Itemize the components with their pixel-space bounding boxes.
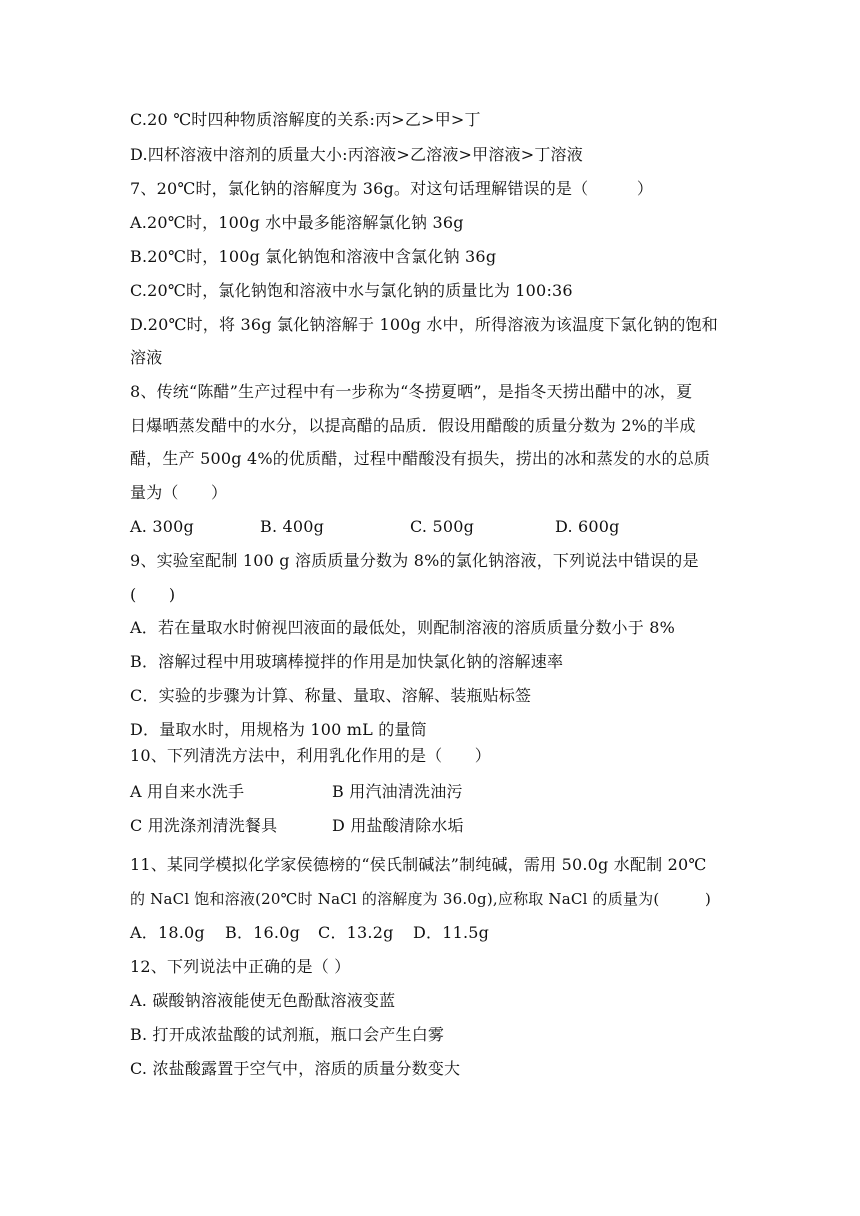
q7-option-a: A.20℃时，100g 水中最多能溶解氯化钠 36g [130, 213, 464, 232]
q8-stem-line3: 醋，生产 500g 4%的优质醋，过程中醋酸没有损失，捞出的冰和蒸发的水的总质 [130, 449, 711, 468]
q12-option-c: C. 浓盐酸露置于空气中，溶质的质量分数变大 [130, 1059, 461, 1078]
q10-option-c: C 用洗涤剂清洗餐具 [130, 816, 278, 835]
q12-option-b: B. 打开成浓盐酸的试剂瓶，瓶口会产生白雾 [130, 1025, 445, 1044]
q12-stem: 12、下列说法中正确的是（ ） [130, 957, 351, 976]
q7-option-c: C.20℃时，氯化钠饱和溶液中水与氯化钠的质量比为 100:36 [130, 281, 573, 300]
q8-options [130, 517, 730, 537]
q8-option-c: C. 500g [410, 517, 475, 536]
q10-stem: 10、下列清洗方法中，利用乳化作用的是（ ） [130, 746, 491, 765]
q8-option-d: D. 600g [555, 517, 620, 536]
q11-options [130, 923, 730, 943]
q9-stem-line1: 9、实验室配制 100 g 溶质质量分数为 8%的氯化钠溶液，下列说法中错误的是 [130, 551, 699, 570]
q8-option-a: A. 300g [130, 517, 194, 536]
q10-option-b: B 用汽油清洗油污 [332, 782, 463, 801]
q10-options-row1 [130, 782, 730, 802]
q9-option-c: C．实验的步骤为计算、称量、量取、溶解、装瓶贴标签 [130, 686, 532, 705]
q11-option-a: A．18.0g [130, 923, 205, 942]
q9-stem-line2: ( ) [130, 585, 176, 604]
q8-stem-line4: 量为（ ） [130, 483, 228, 502]
q11-stem-line2: 的 NaCl 饱和溶液(20℃时 NaCl 的溶解度为 36.0g),应称取 NaCl 的质量为( ) [130, 890, 712, 908]
q10-option-d: D 用盐酸清除水垢 [332, 816, 464, 835]
q9-option-a: A．若在量取水时俯视凹液面的最低处，则配制溶液的溶质质量分数小于 8% [130, 618, 676, 637]
q7-option-d-line2: 溶液 [130, 348, 163, 367]
q12-option-a: A. 碳酸钠溶液能使无色酚酞溶液变蓝 [130, 991, 396, 1010]
q9-option-d: D．量取水时，用规格为 100 mL 的量筒 [130, 720, 427, 739]
q11-option-d: D．11.5g [413, 923, 490, 942]
q11-stem-line1: 11、某同学模拟化学家侯德榜的“侯氏制碱法”制纯碱，需用 50.0g 水配制 20℃ [130, 855, 707, 874]
q11-option-b: B．16.0g [225, 923, 301, 942]
q9-option-b: B．溶解过程中用玻璃棒搅拌的作用是加快氯化钠的溶解速率 [130, 652, 564, 671]
q8-stem-line2: 日爆晒蒸发醋中的水分，以提高醋的品质．假设用醋酸的质量分数为 2%的半成 [130, 416, 696, 435]
q7-option-d-line1: D.20℃时，将 36g 氯化钠溶解于 100g 水中，所得溶液为该温度下氯化钠的饱和 [130, 315, 718, 334]
q6-option-d: D.四杯溶液中溶剂的质量大小:丙溶液>乙溶液>甲溶液>丁溶液 [130, 145, 583, 164]
q8-option-b: B. 400g [260, 517, 325, 536]
q6-option-c: C.20 ℃时四种物质溶解度的关系:丙>乙>甲>丁 [130, 110, 481, 129]
q10-option-a: A 用自来水洗手 [130, 782, 245, 801]
q7-stem: 7、20℃时，氯化钠的溶解度为 36g。对这句话理解错误的是（ ） [130, 179, 654, 198]
q11-option-c: C．13.2g [318, 923, 394, 942]
q8-stem-line1: 8、传统“陈醋”生产过程中有一步称为“冬捞夏晒”，是指冬天捞出醋中的冰，夏 [130, 382, 693, 401]
q7-option-b: B.20℃时，100g 氯化钠饱和溶液中含氯化钠 36g [130, 247, 497, 266]
q10-options-row2 [130, 816, 730, 836]
